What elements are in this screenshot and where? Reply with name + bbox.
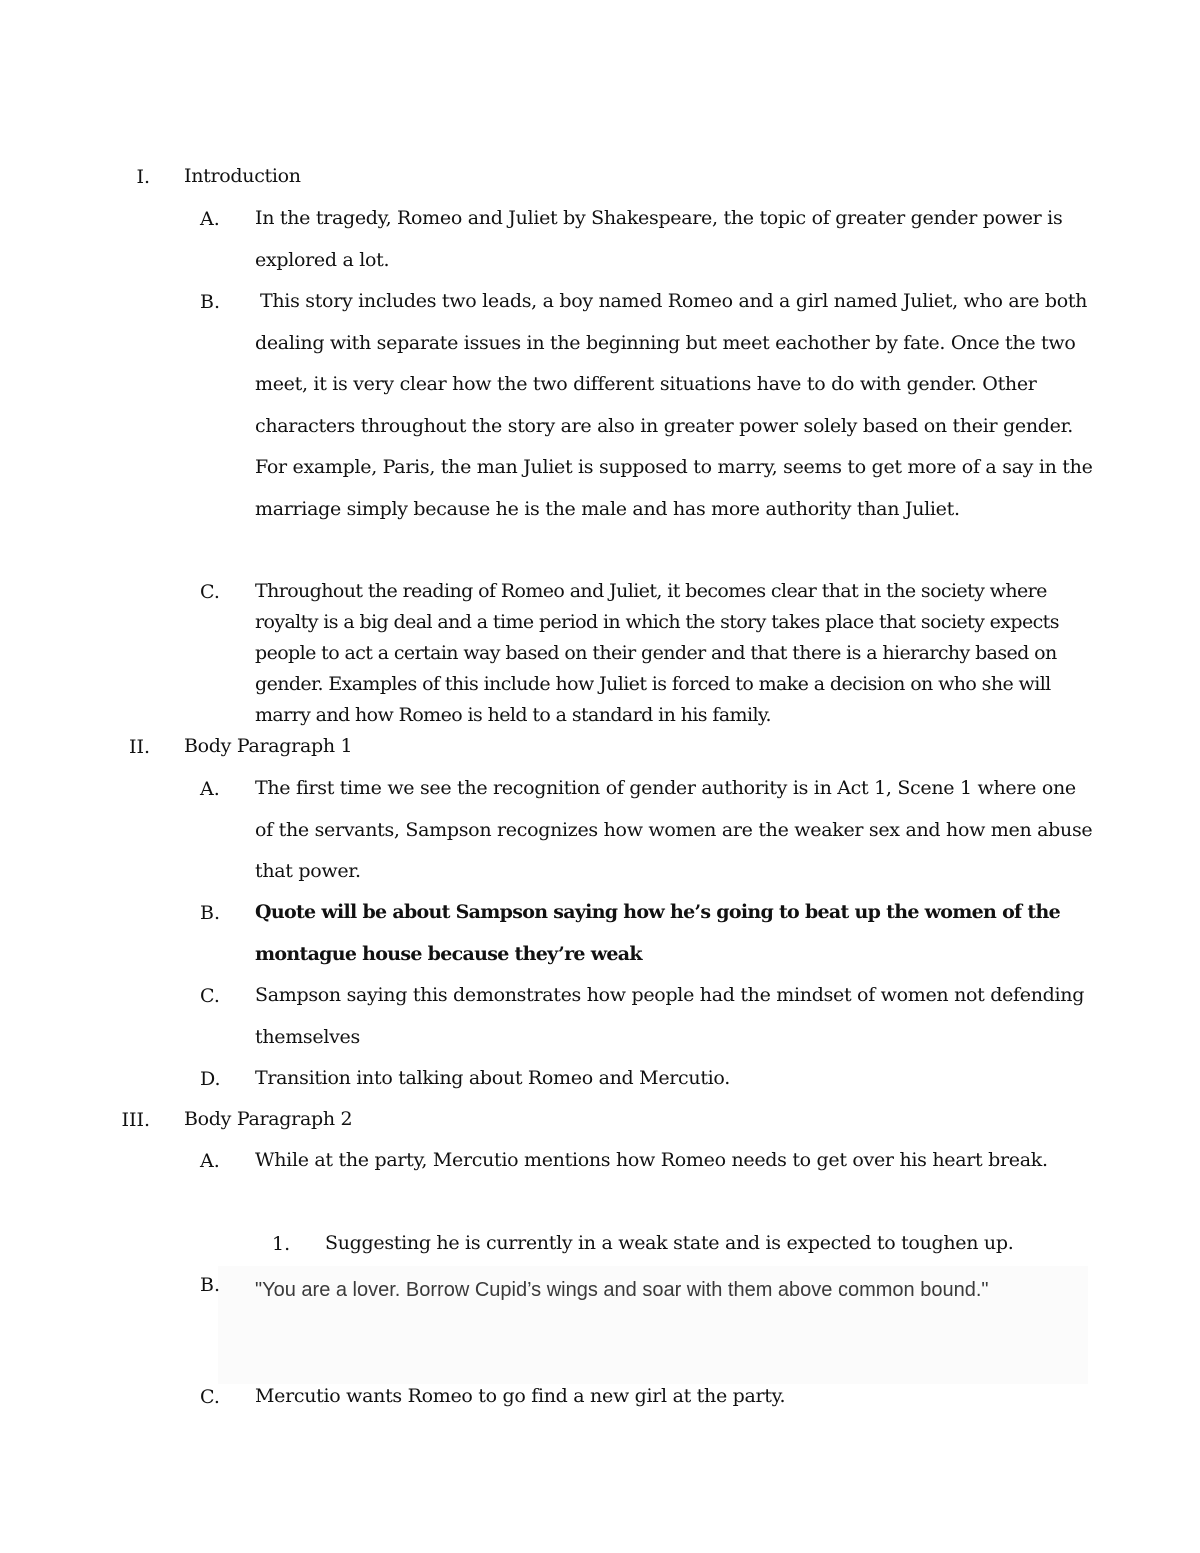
section-1-c-text: Throughout the reading of Romeo and Juliet, it becomes clear that in the society where royalty is a big deal and a time period in which the story takes place that society expects people to act a certain way based on their gender and that there is a hierarchy based on gender. Examples of this include how Juliet is forced to make a decision on who she will marry and how Romeo is held to a standard in his family. [255,580,1059,726]
section-3-b-label: B. [200,1274,221,1296]
section-2-b-text: Quote will be about Sampson saying how he’s going to beat up the women of the montague house because they’re weak [255,901,1061,965]
section-2-title: Body Paragraph 1 [184,735,353,757]
section-3-a-1-text: Suggesting he is currently in a weak state and is expected to toughen up. [325,1232,1014,1254]
section-3-a-text: While at the party, Mercutio mentions how Romeo needs to get over his heart break. [255,1149,1048,1171]
section-3-a-label: A. [200,1150,220,1172]
section-2-a-text: The first time we see the recognition of gender authority is in Act 1, Scene 1 where one of the servants, Sampson recognizes how women are the weaker sex and how men abuse that power. [255,777,1093,882]
section-3-c-text: Mercutio wants Romeo to go find a new girl at the party. [255,1385,786,1407]
section-1-b-label: B. [200,291,221,313]
section-3-b-quote: "You are a lover. Borrow Cupid’s wings and soar with them above common bound." [255,1279,989,1301]
section-1-b-text: This story includes two leads, a boy named Romeo and a girl named Juliet, who are both dealing with separate issues in the beginning but meet eachother by fate. Once the two meet, it is very clear how the two different situations have to do with gender. Other characters throughout the story are also in greater power solely based on their gender. For example, Paris, the man Juliet is supposed to marry, seems to get more of a say in the marriage simply because he is the male and has more authority than Juliet. [255,290,1093,520]
section-2-d-label: D. [200,1068,221,1090]
section-2-d-text: Transition into talking about Romeo and Mercutio. [255,1067,730,1089]
section-1-number: I. [136,166,150,188]
section-1-a-label: A. [200,208,220,230]
section-2-c-text: Sampson saying this demonstrates how people had the mindset of women not defending themselves [255,984,1085,1048]
section-3-title: Body Paragraph 2 [184,1108,353,1130]
section-3-a-1-label: 1. [272,1233,291,1255]
section-2-a-label: A. [200,778,220,800]
section-1-c-label: C. [200,581,220,603]
section-3-number: III. [121,1109,150,1131]
section-2-b-label: B. [200,902,221,924]
section-3-c-label: C. [200,1386,220,1408]
section-1-a-text: In the tragedy, Romeo and Juliet by Shakespeare, the topic of greater gender power is explored a lot. [255,207,1063,271]
section-1-title: Introduction [184,165,301,187]
section-2-c-label: C. [200,985,220,1007]
section-2-number: II. [128,736,150,758]
